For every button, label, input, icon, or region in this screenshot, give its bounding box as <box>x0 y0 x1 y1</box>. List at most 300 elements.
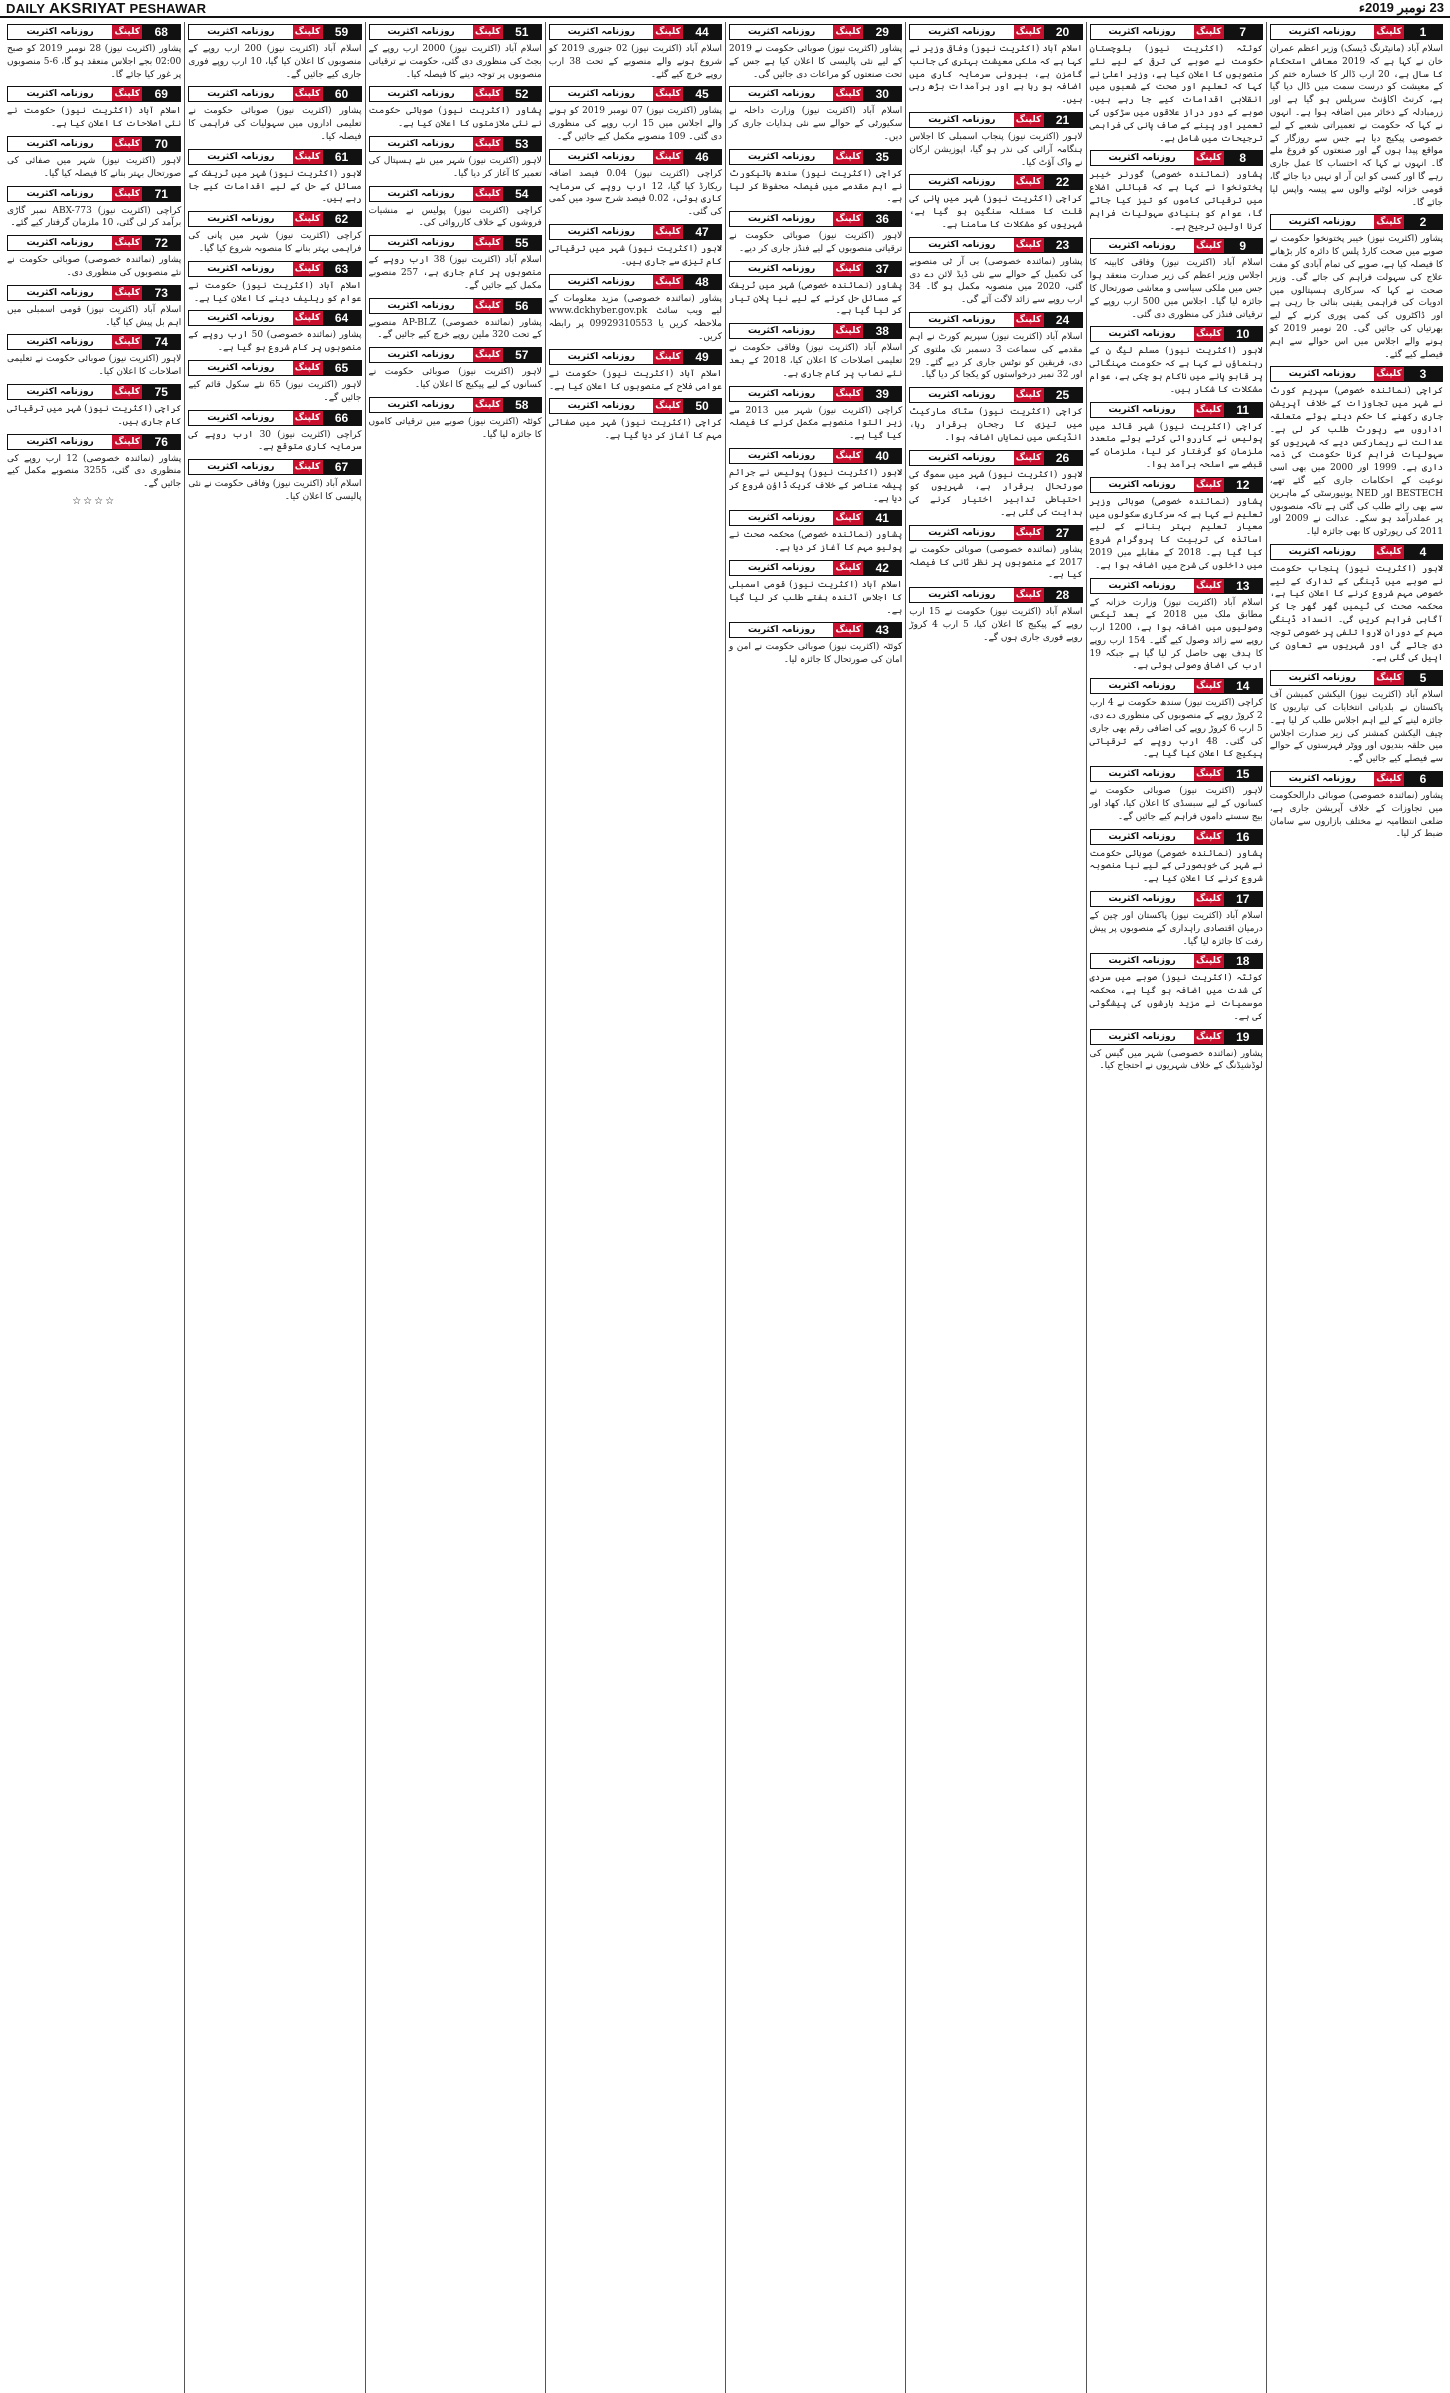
news-story <box>909 110 1082 169</box>
paper-name-label: روزنامہ اکثریت <box>550 150 653 164</box>
story-number: 51 <box>503 25 541 39</box>
paper-name-label: روزنامہ اکثریت <box>910 388 1013 402</box>
story-number: 74 <box>142 335 180 349</box>
story-body: لاہور (اکثریت نیوز) شہر میں نئے ہسپتال کی تعمیر کا آغاز کر دیا گیا۔ <box>368 155 542 179</box>
paper-name-label: روزنامہ اکثریت <box>8 25 112 39</box>
paper-name-label: روزنامہ اکثریت <box>8 87 112 101</box>
news-story <box>1090 22 1263 145</box>
story-header <box>549 24 722 40</box>
paper-name-label: روزنامہ اکثریت <box>8 187 112 201</box>
paper-name-label: روزنامہ اکثریت <box>1091 954 1194 968</box>
news-column <box>184 22 364 2393</box>
news-column <box>365 22 545 2393</box>
story-header <box>909 387 1082 403</box>
story-body: لاہور (اکثریت نیوز) شہر میں صفائی کی صورتحال بہتر بنانے کا فیصلہ کیا گیا۔ <box>7 155 182 179</box>
news-column <box>4 22 184 2393</box>
clipping-tag: کلپنگ <box>293 311 323 325</box>
story-number: 69 <box>142 87 180 101</box>
story-body: کراچی (اکثریت نیوز) شہر میں ترقیاتی کام جاری ہیں۔ <box>6 403 182 427</box>
story-header <box>729 211 902 227</box>
story-number: 13 <box>1224 579 1262 593</box>
paper-name-label: روزنامہ اکثریت <box>730 87 833 101</box>
news-story <box>7 332 181 379</box>
story-number: 18 <box>1224 954 1262 968</box>
paper-name-label: روزنامہ اکثریت <box>189 150 292 164</box>
story-header <box>1090 24 1263 40</box>
clipping-tag: کلپنگ <box>1014 175 1044 189</box>
story-header <box>549 274 722 290</box>
news-story <box>7 184 181 231</box>
story-body: لاہور (اکثریت نیوز) شہر میں ٹریفک کے مسائل کے حل کے لیے اقدامات کیے جا رہے ہیں۔ <box>188 168 362 205</box>
news-story <box>1090 764 1263 823</box>
story-number: 54 <box>503 187 541 201</box>
story-body: پشاور (نمائندہ خصوصی) 50 ارب روپے کے منصوبوں پر کام شروع ہو گیا ہے۔ <box>188 330 362 354</box>
story-body: لاہور (اکثریت نیوز) مسلم لیگ ن کے رہنماؤں نے کہا ہے کہ حکومت مہنگائی پر قابو پانے میں ناکام ہو چکی ہے، عوام مشکلات کا شکار ہیں۔ <box>1089 346 1263 395</box>
paper-name-label: روزنامہ اکثریت <box>8 435 112 449</box>
clipping-tag: کلپنگ <box>1374 545 1404 559</box>
paper-name-label: روزنامہ اکثریت <box>370 236 473 250</box>
news-story <box>188 22 361 81</box>
clipping-tag: کلپنگ <box>1374 367 1404 381</box>
story-number: 20 <box>1044 25 1082 39</box>
story-header <box>369 235 542 251</box>
news-story <box>1090 827 1263 886</box>
story-header <box>729 86 902 102</box>
story-header <box>1090 891 1263 907</box>
news-story <box>7 283 181 330</box>
story-header <box>7 186 181 202</box>
story-number: 43 <box>863 623 901 637</box>
story-header <box>369 86 542 102</box>
story-body: اسلام آباد (اکثریت نیوز) حکومت نے عوامی فلاح کے منصوبوں کا اعلان کیا ہے۔ <box>548 368 722 392</box>
story-body: اسلام آباد (اکثریت نیوز) وفاقی حکومت نے تعلیمی اصلاحات کا اعلان کیا، 2018 کے بعد نئے نصاب پر کام جاری ہے۔ <box>729 343 903 379</box>
paper-name-label: روزنامہ اکثریت <box>370 398 473 412</box>
story-body: پشاور (نمائندہ خصوصی) مزید معلومات کے لیے ویب سائٹ www.dckhyber.gov.pk ملاحظہ کریں یا 09929310553 پر رابطہ کریں۔ <box>548 293 722 342</box>
story-body: پشاور (اکثریت نیوز) صوبائی حکومت نے تعلیمی اداروں میں سہولیات کی فراہمی کا فیصلہ کیا۔ <box>188 106 362 142</box>
story-header <box>188 24 361 40</box>
news-story <box>909 385 1082 444</box>
paper-name-label: روزنامہ اکثریت <box>189 25 292 39</box>
story-number: 5 <box>1404 671 1442 685</box>
story-number: 58 <box>503 398 541 412</box>
story-body: کوئٹہ (اکثریت نیوز) بلوچستان حکومت نے صوبے کی ترقی کے لیے نئے منصوبوں کا اعلان کیا ہے، وزیر اعلیٰ نے کہا کہ تعلیم اور صحت کے شعبوں میں انقلابی اقدامات کیے جا رہے ہیں۔ صوبے کے دور دراز علاقوں میں سڑکوں کی تعمیر اور پینے کے صاف پانی کی فراہمی ترجیحات میں شامل ہے۔ <box>1089 44 1263 144</box>
clipping-tag: کلپنگ <box>1194 25 1224 39</box>
clipping-tag: کلپنگ <box>1194 1030 1224 1044</box>
story-number: 42 <box>863 561 901 575</box>
story-number: 12 <box>1224 478 1262 492</box>
paper-name-label: روزنامہ اکثریت <box>910 175 1013 189</box>
story-body: لاہور (اکثریت نیوز) 65 نئے سکول قائم کیے جائیں گے۔ <box>188 379 362 403</box>
clipping-tag: کلپنگ <box>473 348 503 362</box>
story-number: 65 <box>323 361 361 375</box>
paper-name-label: روزنامہ اکثریت <box>370 87 473 101</box>
story-number: 27 <box>1044 526 1082 540</box>
story-body: پشاور (نمائندہ خصوصی) 12 ارب روپے کی منظوری دی گئی، 3255 منصوبے مکمل کیے جائیں گے۔ <box>7 453 182 490</box>
clipping-tag: کلپنگ <box>112 137 142 151</box>
news-story <box>909 235 1082 307</box>
story-body: پشاور (نمائندہ خصوصی) صوبائی وزیر تعلیم نے کہا ہے کہ سرکاری سکولوں میں معیار تعلیم بہتر بنانے کے لیے اساتذہ کی تربیت کا پروگرام شروع کیا گیا ہے۔ 2018 کے مقابلے میں 2019 میں داخلوں کی شرح میں اضافہ ہوا ہے۔ <box>1089 496 1263 571</box>
clipping-tag: کلپنگ <box>112 286 142 300</box>
news-story <box>1090 951 1263 1023</box>
news-story <box>188 308 361 355</box>
paper-name-label: روزنامہ اکثریت <box>189 212 292 226</box>
story-body: کوئٹہ (اکثریت نیوز) صوبے میں سردی کی شدت میں اضافہ ہو گیا ہے، محکمہ موسمیات نے مزید بارشوں کی پیشگوئی کی ہے۔ <box>1089 973 1263 1022</box>
news-story <box>188 259 361 306</box>
story-header <box>188 360 361 376</box>
clipping-tag: کلپنگ <box>833 623 863 637</box>
clipping-tag: کلپنگ <box>473 236 503 250</box>
news-story <box>1090 236 1263 321</box>
paper-name-label: روزنامہ اکثریت <box>550 275 653 289</box>
news-story <box>549 347 722 394</box>
news-story <box>369 395 542 442</box>
clipping-tag: کلپنگ <box>1194 830 1224 844</box>
paper-name-label: روزنامہ اکثریت <box>1091 239 1194 253</box>
clipping-tag: کلپنگ <box>1014 313 1044 327</box>
story-body: پشاور (نمائندہ خصوصی) صوبائی حکومت نے 2017 کے منصوبوں پر نظر ثانی کا فیصلہ کیا ہے۔ <box>909 544 1083 581</box>
story-body: اسلام آباد (اکثریت نیوز) پاکستان اور چین کے درمیان اقتصادی راہداری کے منصوبوں پر پیش رفت کا جائزہ لیا گیا۔ <box>1089 911 1263 947</box>
clipping-tag: کلپنگ <box>1374 25 1404 39</box>
news-story <box>369 345 542 392</box>
clipping-tag: کلپنگ <box>653 87 683 101</box>
news-column <box>545 22 725 2393</box>
story-body: کراچی (اکثریت نیوز) سٹاک مارکیٹ میں تیزی کا رجحان برقرار رہا، انڈیکس میں نمایاں اضافہ ہوا۔ <box>909 407 1083 443</box>
story-body: پشاور (اکثریت نیوز) صوبائی حکومت نے 2019 کے لیے نئی پالیسی کا اعلان کیا ہے جس کے تحت صنعتوں کو مراعات دی جائیں گی۔ <box>728 44 903 80</box>
news-story <box>188 358 361 405</box>
story-header <box>909 24 1082 40</box>
news-story <box>729 321 902 380</box>
story-number: 76 <box>142 435 180 449</box>
story-number: 61 <box>323 150 361 164</box>
paper-name-label: روزنامہ اکثریت <box>1271 367 1374 381</box>
clipping-tag: کلپنگ <box>473 299 503 313</box>
story-header <box>1270 670 1443 686</box>
clipping-tag: کلپنگ <box>293 460 323 474</box>
story-number: 57 <box>503 348 541 362</box>
news-story <box>1090 148 1263 233</box>
news-story <box>1270 769 1443 841</box>
news-story <box>729 209 902 256</box>
story-number: 50 <box>683 399 721 413</box>
paper-name-label: روزنامہ اکثریت <box>550 350 653 364</box>
story-number: 53 <box>503 137 541 151</box>
paper-name-label: روزنامہ اکثریت <box>189 87 292 101</box>
story-header <box>188 149 361 165</box>
story-header <box>729 24 902 40</box>
news-story <box>369 296 542 343</box>
clipping-tag: کلپنگ <box>1194 954 1224 968</box>
paper-name-label: روزنامہ اکثریت <box>8 286 112 300</box>
clipping-tag: کلپنگ <box>833 87 863 101</box>
story-number: 41 <box>863 511 901 525</box>
story-header <box>7 235 181 251</box>
story-body: پشاور (نمائندہ خصوصی) بی آر ٹی منصوبے کی تکمیل کے حوالے سے نئی ڈیڈ لائن دے دی گئی، 2020 میں منصوبہ مکمل ہو گا۔ 34 ارب روپے سے زائد لاگت آئے گی۔ <box>909 256 1083 306</box>
paper-name-label: روزنامہ اکثریت <box>1271 772 1374 786</box>
story-body: لاہور (اکثریت نیوز) صوبائی حکومت نے کسانوں کے لیے پیکیج کا اعلان کیا۔ <box>368 367 542 390</box>
story-header <box>7 334 181 350</box>
paper-name-label: روزنامہ اکثریت <box>1271 25 1374 39</box>
news-story <box>1090 676 1263 761</box>
story-header <box>188 86 361 102</box>
story-number: 14 <box>1224 679 1262 693</box>
paper-name-label: روزنامہ اکثریت <box>1271 215 1374 229</box>
news-story <box>369 184 542 231</box>
clipping-tag: کلپنگ <box>293 262 323 276</box>
story-header <box>1270 544 1443 560</box>
story-header <box>188 261 361 277</box>
story-header <box>1090 238 1263 254</box>
story-header <box>909 174 1082 190</box>
news-story <box>1270 668 1443 766</box>
story-number: 60 <box>323 87 361 101</box>
story-number: 28 <box>1044 588 1082 602</box>
news-story <box>549 147 722 219</box>
clipping-tag: کلپنگ <box>1194 151 1224 165</box>
story-number: 38 <box>863 324 901 338</box>
story-header <box>729 560 902 576</box>
clipping-tag: کلپنگ <box>653 399 683 413</box>
clipping-tag: کلپنگ <box>1194 478 1224 492</box>
masthead-date: 23 نومبر 2019ء <box>1358 0 1444 15</box>
story-body: اسلام آباد (اکثریت نیوز) حکومت نے 15 ارب روپے کے پیکیج کا اعلان کیا، 5 ارب 4 کروڑ روپے فوری جاری ہوں گے۔ <box>909 607 1083 643</box>
story-body: اسلام آباد (اکثریت نیوز) 2000 ارب روپے کے بجٹ کی منظوری دی گئی، حکومت نے ترقیاتی منصوبوں پر توجہ دینے کا فیصلہ کیا۔ <box>368 44 542 80</box>
news-story <box>909 523 1082 582</box>
clipping-tag: کلپنگ <box>1194 327 1224 341</box>
story-body: کراچی (اکثریت نیوز) 30 ارب روپے کی سرمایہ کاری متوقع ہے۔ <box>188 429 362 453</box>
news-story <box>369 22 542 81</box>
story-body: لاہور (اکثریت نیوز) صوبائی حکومت نے تعلیمی اصلاحات کا اعلان کیا۔ <box>7 354 182 378</box>
story-header <box>1090 1029 1263 1045</box>
story-number: 68 <box>142 25 180 39</box>
paper-name-label: روزنامہ اکثریت <box>189 311 292 325</box>
news-story <box>188 408 361 455</box>
news-story <box>1090 400 1263 472</box>
story-header <box>1090 953 1263 969</box>
paper-name-label: روزنامہ اکثریت <box>1271 545 1374 559</box>
paper-name-label: روزنامہ اکثریت <box>8 137 112 151</box>
story-body: لاہور (اکثریت نیوز) پنجاب حکومت نے صوبے میں ڈینگی کے تدارک کے لیے خصوصی مہم شروع کرنے کا اعلان کیا ہے، محکمہ صحت کی ٹیمیں گھر گھر جا کر آگاہی فراہم کریں گی۔ انسداد ڈینگی مہم کے دوران لاروا تلفی پر خصوصی توجہ دی جائے گی اور شہریوں سے تعاون کی اپیل کی گئی ہے۔ <box>1269 563 1443 664</box>
story-header <box>909 112 1082 128</box>
story-body: کوئٹہ (اکثریت نیوز) صوبائی حکومت نے امن و امان کی صورتحال کا جائزہ لیا۔ <box>729 642 903 666</box>
clipping-tag: کلپنگ <box>1014 113 1044 127</box>
story-number: 15 <box>1224 767 1262 781</box>
story-header <box>729 622 902 638</box>
story-number: 24 <box>1044 313 1082 327</box>
story-body: اسلام آباد (اکثریت نیوز) 02 جنوری 2019 کو شروع ہونے والے منصوبے کے تحت 38 ارب روپے خرچ کیے گئے۔ <box>548 44 723 80</box>
story-header <box>369 136 542 152</box>
paper-name-label: روزنامہ اکثریت <box>550 25 653 39</box>
masthead-city: PESHAWAR <box>129 0 207 16</box>
story-header <box>7 86 181 102</box>
clipping-tag: کلپنگ <box>833 511 863 525</box>
paper-name-label: روزنامہ اکثریت <box>370 137 473 151</box>
clipping-tag: کلپنگ <box>833 324 863 338</box>
story-body: پشاور (اکثریت نیوز) 28 نومبر 2019 کو صبح 02:00 بجے اجلاس منعقد ہو گا، 6-5 منصوبوں پر غور کیا جائے گا۔ <box>7 44 182 80</box>
clipping-tag: کلپنگ <box>833 387 863 401</box>
news-story <box>7 134 181 181</box>
paper-name-label: روزنامہ اکثریت <box>910 526 1013 540</box>
paper-name-label: روزنامہ اکثریت <box>370 187 473 201</box>
story-body: کراچی (اکثریت نیوز) 0.04 فیصد اضافہ ریکارڈ کیا گیا، 12 ارب روپے کی سرمایہ کاری ہوئی، 0.02 فیصد شرح سود میں کمی کی گئی۔ <box>548 168 723 218</box>
news-story <box>1090 324 1263 396</box>
story-body: پشاور (نمائندہ خصوصی) گورنر خیبر پختونخوا نے کہا ہے کہ قبائلی اضلاع میں ترقیاتی کاموں کو تیز کیا جائے گا، عوام کو بنیادی سہولیات فراہم کرنا اولین ترجیح ہے۔ <box>1089 170 1263 232</box>
story-header <box>909 312 1082 328</box>
story-body: پشاور (نمائندہ خصوصی) صوبائی حکومت نے نئے منصوبوں کی منظوری دی۔ <box>7 255 182 278</box>
story-header <box>7 24 181 40</box>
story-header <box>7 384 181 400</box>
story-header <box>729 448 902 464</box>
paper-name-label: روزنامہ اکثریت <box>1091 327 1194 341</box>
clipping-tag: کلپنگ <box>1374 772 1404 786</box>
story-number: 40 <box>863 449 901 463</box>
story-header <box>1090 766 1263 782</box>
clipping-tag: کلپنگ <box>653 150 683 164</box>
story-body: کراچی (اکثریت نیوز) شہر قائد میں پولیس نے کارروائی کرتے ہوئے متعدد ملزمان کو گرفتار کر لیا، ملزمان کے قبضے سے اسلحہ برآمد ہوا۔ <box>1089 421 1263 470</box>
story-number: 72 <box>142 236 180 250</box>
paper-name-label: روزنامہ اکثریت <box>189 460 292 474</box>
story-body: کراچی (اکثریت نیوز) پولیس نے منشیات فروشوں کے خلاف کارروائی کی۔ <box>368 205 542 229</box>
story-body: پشاور (نمائندہ خصوصی) شہر میں گیس کی لوڈشیڈنگ کے خلاف شہریوں نے احتجاج کیا۔ <box>1089 1048 1263 1072</box>
paper-name-label: روزنامہ اکثریت <box>1091 767 1194 781</box>
story-header <box>1270 771 1443 787</box>
clipping-tag: کلپنگ <box>1194 239 1224 253</box>
news-story <box>369 134 542 181</box>
paper-name-label: روزنامہ اکثریت <box>730 212 833 226</box>
news-story <box>729 558 902 617</box>
story-header <box>188 310 361 326</box>
story-body: اسلام آباد (اکثریت نیوز) 200 ارب روپے کے منصوبوں کا اعلان کیا گیا، 10 ارب روپے فوری جاری کیے جائیں گے۔ <box>188 44 362 80</box>
story-body: لاہور (اکثریت نیوز) پولیس نے جرائم پیشہ عناصر کے خلاف کریک ڈاؤن شروع کر دیا ہے۔ <box>729 467 903 504</box>
news-story <box>7 84 181 131</box>
story-header <box>369 298 542 314</box>
news-story <box>729 620 902 667</box>
story-header <box>1090 829 1263 845</box>
news-story <box>549 22 722 81</box>
story-number: 21 <box>1044 113 1082 127</box>
paper-name-label: روزنامہ اکثریت <box>370 25 473 39</box>
story-number: 64 <box>323 311 361 325</box>
paper-name-label: روزنامہ اکثریت <box>1091 1030 1194 1044</box>
story-header <box>369 347 542 363</box>
story-header <box>729 386 902 402</box>
paper-name-label: روزنامہ اکثریت <box>910 588 1013 602</box>
paper-name-label: روزنامہ اکثریت <box>730 561 833 575</box>
story-header <box>729 149 902 165</box>
clipping-tag: کلپنگ <box>112 25 142 39</box>
paper-name-label: روزنامہ اکثریت <box>189 361 292 375</box>
story-body: پشاور (نمائندہ خصوصی) صوبائی دارالحکومت میں تجاوزات کے خلاف آپریشن جاری ہے، ضلعی انتظامیہ نے مختلف بازاروں سے سامان ضبط کر لیا۔ <box>1269 791 1443 840</box>
story-body: لاہور (اکثریت نیوز) شہر میں سموگ کی صورتحال برقرار ہے، شہریوں کو احتیاطی تدابیر اختیار کرنے کی ہدایت کی گئی ہے۔ <box>909 469 1083 518</box>
story-number: 4 <box>1404 545 1442 559</box>
news-story <box>1090 1027 1263 1074</box>
paper-name-label: روزنامہ اکثریت <box>8 335 112 349</box>
story-number: 26 <box>1044 451 1082 465</box>
story-number: 7 <box>1224 25 1262 39</box>
story-header <box>7 136 181 152</box>
news-story <box>549 396 722 443</box>
news-story <box>909 448 1082 520</box>
story-body: کراچی (اکثریت نیوز) سندھ ہائیکورٹ نے اہم مقدمے میں فیصلہ محفوظ کر لیا ہے۔ <box>729 168 903 205</box>
story-number: 23 <box>1044 238 1082 252</box>
story-number: 70 <box>142 137 180 151</box>
story-number: 16 <box>1224 830 1262 844</box>
newspaper-name <box>6 0 206 17</box>
news-story <box>188 147 361 206</box>
paper-name-label: روزنامہ اکثریت <box>189 411 292 425</box>
story-number: 63 <box>323 262 361 276</box>
story-header <box>188 459 361 475</box>
clipping-tag: کلپنگ <box>833 561 863 575</box>
paper-name-label: روزنامہ اکثریت <box>730 25 833 39</box>
masthead-brand: AKSRIYAT <box>49 0 126 17</box>
clipping-tag: کلپنگ <box>1014 451 1044 465</box>
news-story <box>369 84 542 131</box>
story-number: 22 <box>1044 175 1082 189</box>
story-header <box>369 186 542 202</box>
story-header <box>729 510 902 526</box>
story-body: اسلام آباد (اکثریت نیوز) حکومت نے عوام کو ریلیف دینے کا اعلان کیا ہے۔ <box>188 280 362 304</box>
story-number: 46 <box>683 150 721 164</box>
clipping-tag: کلپنگ <box>653 275 683 289</box>
clipping-tag: کلپنگ <box>473 87 503 101</box>
news-story <box>7 382 181 429</box>
news-story <box>729 384 902 443</box>
paper-name-label: روزنامہ اکثریت <box>730 623 833 637</box>
news-story <box>729 147 902 206</box>
story-body: کوئٹہ (اکثریت نیوز) صوبے میں ترقیاتی کاموں کا جائزہ لیا گیا۔ <box>368 416 542 440</box>
clipping-tag: کلپنگ <box>833 449 863 463</box>
news-column <box>725 22 905 2393</box>
story-number: 6 <box>1404 772 1442 786</box>
clipping-tag: کلپنگ <box>1014 388 1044 402</box>
news-story <box>1090 475 1263 573</box>
news-story <box>909 585 1082 644</box>
story-body: کراچی (اکثریت نیوز) سندھ حکومت نے 4 ارب 2 کروڑ روپے کے منصوبوں کی منظوری دے دی، 5 ارب 6 کروڑ روپے کی اضافی رقم بھی جاری کی گئی۔ 48 ارب روپے کے ترقیاتی پیکیج کا اعلان کیا گیا ہے۔ <box>1089 698 1263 760</box>
story-header <box>1270 214 1443 230</box>
story-header <box>369 397 542 413</box>
clipping-tag: کلپنگ <box>473 137 503 151</box>
news-story <box>7 432 181 491</box>
story-body: کراچی (اکثریت نیوز) شہر میں پانی کی قلت کا مسئلہ سنگین ہو گیا ہے، شہریوں کو مشکلات کا سامنا ہے۔ <box>909 194 1083 230</box>
story-number: 47 <box>683 225 721 239</box>
paper-name-label: روزنامہ اکثریت <box>1091 579 1194 593</box>
story-header <box>549 224 722 240</box>
clipping-tag: کلپنگ <box>293 87 323 101</box>
story-body: کراچی (اکثریت نیوز) شہر میں 2013 سے زیر التوا منصوبے مکمل کرنے کا فیصلہ کیا گیا ہے۔ <box>729 405 903 442</box>
story-header <box>729 323 902 339</box>
story-body: اسلام آباد (اکثریت نیوز) 38 ارب روپے کے منصوبوں پر کام جاری ہے، 257 منصوبے مکمل کیے جائیں گے۔ <box>368 255 542 291</box>
story-number: 8 <box>1224 151 1262 165</box>
story-number: 62 <box>323 212 361 226</box>
story-number: 39 <box>863 387 901 401</box>
story-body: پشاور (اکثریت نیوز) خیبر پختونخوا حکومت نے صوبے میں صحت کارڈ پلس کا دائرہ کار بڑھانے کا فیصلہ کیا ہے، صوبے کی تمام آبادی کو مفت علاج کی سہولت فراہم کی جائے گی۔ وزیر صحت نے کہا کہ سرکاری ہسپتالوں میں ادویات کی فراہمی یقینی بنائی جا رہی ہے اور ڈاکٹروں کی کمی پوری کرنے کے لیے بھرتیاں کی جائیں گی۔ 20 نومبر 2019 کو ہونے والے اجلاس میں اس حوالے سے اہم فیصلے کیے گئے۔ <box>1269 234 1443 360</box>
story-number: 29 <box>863 25 901 39</box>
story-header <box>549 349 722 365</box>
paper-name-label: روزنامہ اکثریت <box>550 399 653 413</box>
story-number: 3 <box>1404 367 1442 381</box>
clipping-tag: کلپنگ <box>1194 579 1224 593</box>
news-story <box>909 172 1082 231</box>
story-header <box>549 86 722 102</box>
news-story <box>729 508 902 555</box>
paper-name-label: روزنامہ اکثریت <box>8 385 112 399</box>
story-header <box>1090 477 1263 493</box>
story-number: 9 <box>1224 239 1262 253</box>
story-number: 30 <box>863 87 901 101</box>
story-header <box>909 237 1082 253</box>
clipping-tag: کلپنگ <box>1194 892 1224 906</box>
story-body: اسلام آباد (اکثریت نیوز) وفاقی وزیر نے کہا ہے کہ ملکی معیشت بہتری کی جانب گامزن ہے، بیرونی سرمایہ کاری میں اضافہ ہو رہا ہے اور برآمدات بڑھ رہی ہیں۔ <box>909 44 1083 106</box>
